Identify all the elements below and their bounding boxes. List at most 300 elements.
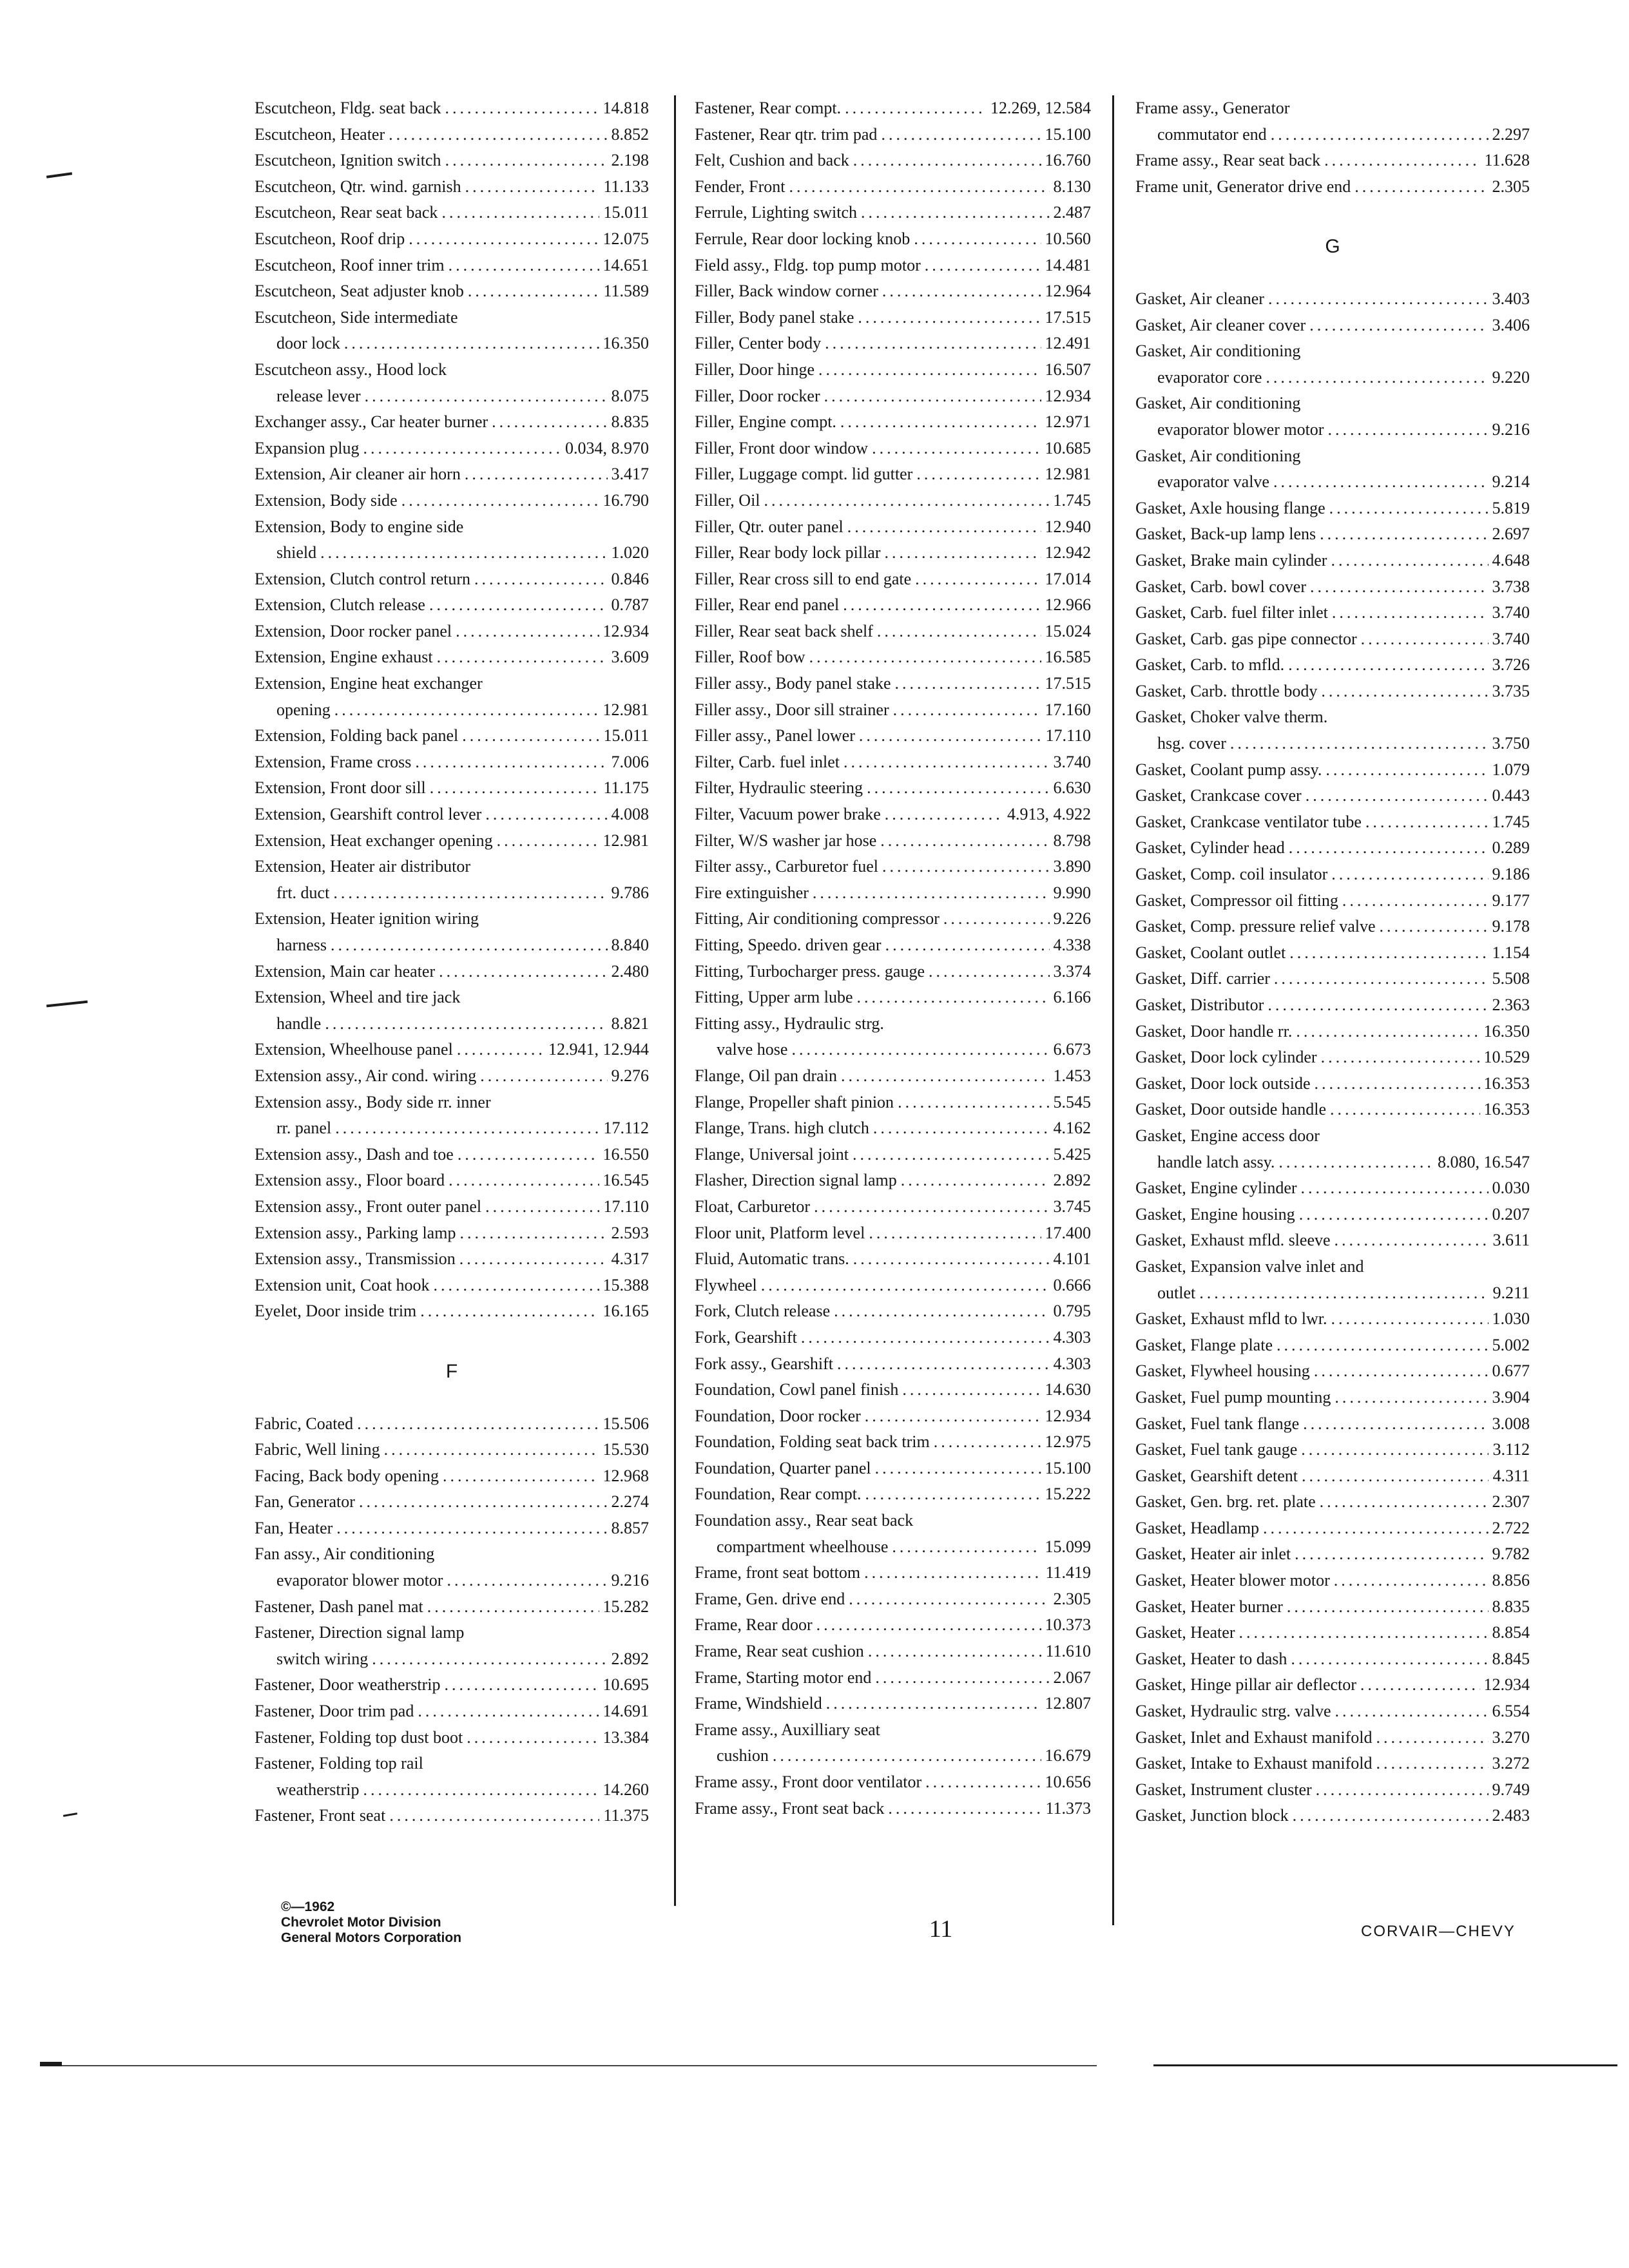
index-entry (255, 1620, 649, 1646)
index-entry (1135, 783, 1530, 809)
leader-dots (902, 1377, 1041, 1403)
index-entry (1135, 992, 1530, 1019)
index-entry (255, 1646, 649, 1673)
entry-text: Fastener, Door weatherstrip (255, 1675, 441, 1695)
entry-reference: 12.934 (1483, 1675, 1530, 1695)
entry-reference: 15.011 (603, 203, 649, 222)
entry-text: Frame, Starting motor end (695, 1667, 872, 1687)
entry-text: Fluid, Automatic trans. (695, 1249, 849, 1269)
entry-reference: 10.656 (1045, 1773, 1091, 1791)
entry-text: Extension, Door rocker panel (255, 621, 452, 640)
index-entry (695, 1560, 1091, 1586)
entry-text: Foundation assy., Rear seat back (695, 1511, 914, 1530)
entry-reference: 6.630 (1053, 778, 1091, 798)
entry-text: Fastener, Door trim pad (255, 1702, 414, 1721)
leader-dots (791, 1037, 1049, 1063)
index-entry (255, 174, 649, 200)
index-entry (695, 122, 1091, 148)
index-entry (255, 331, 649, 357)
entry-text: Gasket, Crankcase ventilator tube (1135, 812, 1362, 831)
entry-text: Fabric, Well lining (255, 1440, 380, 1459)
leader-dots (389, 1803, 599, 1829)
entry-reference: 9.216 (611, 1571, 649, 1590)
entry-reference: 8.852 (611, 124, 649, 144)
index-entry (255, 278, 649, 305)
leader-dots (1239, 1620, 1488, 1646)
entry-reference: 3.609 (611, 648, 649, 667)
entry-text: Gasket, Carb. fuel filter inlet (1135, 603, 1328, 622)
leader-dots (409, 226, 599, 253)
index-entry (1135, 1437, 1530, 1463)
entry-text: evaporator blower motor (1157, 419, 1324, 439)
entry-reference: 9.220 (1492, 367, 1530, 387)
entry-text: Floor unit, Platform level (695, 1223, 865, 1242)
index-entry (695, 828, 1091, 854)
index-entry (255, 697, 649, 724)
leader-dots (344, 331, 599, 357)
index-entry (695, 148, 1091, 174)
entry-reference: 14.691 (602, 1702, 649, 1721)
entry-reference: 5.545 (1053, 1092, 1091, 1111)
entry-reference: 15.282 (602, 1597, 649, 1616)
entry-text: Filter, Vacuum power brake (695, 805, 881, 824)
entry-text: Expansion plug (255, 438, 360, 457)
index-entry (255, 932, 649, 959)
index-entry (255, 854, 649, 880)
entry-text: Extension assy., Parking lamp (255, 1223, 456, 1242)
leader-dots (915, 566, 1041, 593)
entry-text: Gasket, Exhaust mfld to lwr. (1135, 1309, 1327, 1329)
leader-dots (1321, 678, 1488, 705)
index-entry (695, 1220, 1091, 1247)
index-entry (695, 1325, 1091, 1351)
index-entry (1135, 312, 1530, 339)
index-entry (1135, 1646, 1530, 1673)
leader-dots (1295, 1541, 1488, 1568)
entry-text: Extension, Engine exhaust (255, 648, 433, 667)
entry-reference: 3.112 (1492, 1440, 1530, 1459)
entry-text: Gasket, Fuel tank gauge (1135, 1440, 1298, 1459)
entry-text: Gasket, Axle housing flange (1135, 498, 1325, 517)
entry-text: Fastener, Rear compt. (695, 99, 842, 117)
entry-reference: 8.130 (1053, 177, 1091, 196)
entry-reference: 17.110 (603, 1196, 649, 1216)
index-entry (695, 1090, 1091, 1116)
index-entry (695, 1796, 1091, 1822)
entry-text: Gasket, Door outside handle (1135, 1100, 1327, 1119)
entry-text: Gasket, Carb. to mfld. (1135, 655, 1285, 675)
index-entry (1135, 888, 1530, 914)
leader-dots (925, 253, 1041, 279)
entry-reference: 2.297 (1492, 124, 1530, 144)
index-entry (695, 1691, 1091, 1717)
entry-reference: 3.750 (1492, 734, 1530, 753)
entry-reference: 15.222 (1045, 1485, 1091, 1504)
entry-reference: 5.819 (1492, 498, 1530, 517)
entry-reference: 12.269, 12.584 (990, 99, 1091, 117)
leader-dots (934, 1429, 1041, 1456)
leader-dots (929, 959, 1050, 985)
leader-dots (825, 331, 1041, 357)
leader-dots (875, 1456, 1041, 1482)
entry-text: Filter, W/S washer jar hose (695, 831, 877, 850)
entry-text: Escutcheon, Side intermediate (255, 307, 458, 327)
index-entry (695, 1769, 1091, 1796)
index-entry (695, 1429, 1091, 1456)
leader-dots (401, 488, 599, 514)
entry-text: outlet (1157, 1283, 1196, 1302)
leader-dots (1273, 469, 1489, 495)
entry-text: Fitting, Turbocharger press. gauge (695, 961, 925, 981)
entry-text: Filler, Center body (695, 334, 822, 353)
index-entry (1135, 835, 1530, 861)
index-entry (255, 1568, 649, 1594)
leader-dots (320, 540, 607, 566)
leader-dots (867, 775, 1049, 802)
entry-text: harness (276, 936, 327, 954)
entry-text: Extension, Frame cross (255, 752, 412, 771)
index-entry (695, 1246, 1091, 1273)
index-entry (1135, 1280, 1530, 1307)
entry-reference: 8.857 (611, 1518, 649, 1537)
entry-reference: 16.350 (602, 334, 649, 353)
entry-reference: 16.353 (1483, 1073, 1530, 1093)
index-entry (255, 357, 649, 383)
entry-reference: 15.099 (1045, 1537, 1091, 1556)
entry-text: Filler assy., Door sill strainer (695, 700, 889, 719)
index-entry (255, 1437, 649, 1463)
leader-dots (1271, 122, 1489, 148)
entry-text: hsg. cover (1157, 734, 1226, 753)
entry-reference: 1.030 (1492, 1309, 1530, 1329)
page-number: 11 (929, 1916, 953, 1943)
leader-dots (801, 1325, 1050, 1351)
entry-reference: 12.981 (602, 831, 649, 850)
index-entry (255, 566, 649, 593)
leader-dots (1278, 1149, 1434, 1176)
leader-dots (497, 828, 599, 854)
entry-reference: 12.981 (602, 700, 649, 719)
bottom-edge-rule (1153, 2064, 1617, 2066)
entry-text: Fitting, Speedo. driven gear (695, 936, 882, 954)
entry-reference: 12.807 (1045, 1694, 1091, 1713)
entry-reference: 12.975 (1045, 1432, 1091, 1452)
entry-reference: 7.006 (611, 752, 649, 771)
index-entry (1135, 1803, 1530, 1829)
leader-dots (331, 932, 608, 959)
entry-reference: 15.100 (1045, 124, 1091, 144)
index-entry (1135, 940, 1530, 966)
index-entry (1135, 443, 1530, 470)
index-entry (255, 749, 649, 776)
index-entry (255, 514, 649, 541)
leader-dots (458, 1142, 599, 1168)
entry-reference: 16.585 (1045, 648, 1091, 667)
index-entry (255, 1273, 649, 1299)
entry-text: Escutcheon, Fldg. seat back (255, 99, 441, 117)
index-entry (255, 1489, 649, 1515)
index-entry (695, 854, 1091, 880)
entry-reference: 4.338 (1053, 936, 1091, 954)
entry-reference: 3.740 (1053, 752, 1091, 771)
entry-text: Fitting, Air conditioning compressor (695, 909, 940, 928)
leader-dots (357, 1411, 599, 1437)
index-entry (1135, 1698, 1530, 1725)
entry-reference: 12.941, 12.944 (548, 1040, 649, 1059)
entry-reference: 3.740 (1492, 629, 1530, 648)
index-entry (255, 828, 649, 854)
entry-text: Fabric, Coated (255, 1414, 354, 1433)
entry-text: Filler assy., Body panel stake (695, 674, 891, 693)
entry-reference: 3.890 (1053, 857, 1091, 876)
index-entry (1135, 365, 1530, 391)
leader-dots (1334, 1568, 1489, 1594)
index-entry (1135, 1568, 1530, 1594)
entry-reference: 17.515 (1045, 674, 1091, 693)
index-entry (255, 1246, 649, 1273)
index-entry (255, 1220, 649, 1247)
index-entry (695, 959, 1091, 985)
entry-reference: 2.892 (611, 1649, 649, 1668)
leader-dots (359, 1489, 608, 1515)
leader-dots (448, 1168, 599, 1194)
entry-text: Extension assy., Transmission (255, 1249, 456, 1269)
entry-reference: 3.417 (611, 465, 649, 484)
entry-reference: 15.506 (602, 1414, 649, 1433)
entry-reference: 11.628 (1484, 151, 1530, 170)
leader-dots (1320, 521, 1488, 548)
index-entry (695, 644, 1091, 671)
leader-dots (845, 95, 987, 122)
entry-reference: 1.020 (611, 543, 649, 562)
leader-dots (894, 671, 1041, 697)
leader-dots (439, 959, 607, 985)
entry-text: Extension assy., Air cond. wiring (255, 1066, 477, 1085)
entry-text: Frame, Rear seat cushion (695, 1642, 864, 1661)
entry-reference: 11.610 (1045, 1642, 1091, 1661)
leader-dots (365, 383, 608, 410)
index-entry (695, 1717, 1091, 1744)
index-entry (695, 880, 1091, 907)
entry-text: Gasket, Instrument cluster (1135, 1780, 1312, 1799)
entry-text: Gasket, Inlet and Exhaust manifold (1135, 1727, 1373, 1747)
entry-text: Filler, Front door window (695, 438, 869, 457)
leader-dots (764, 488, 1050, 514)
leader-dots (427, 1594, 599, 1620)
entry-text: Fan, Generator (255, 1492, 355, 1512)
entry-text: Frame unit, Generator drive end (1135, 177, 1351, 196)
entry-text: Gasket, Fuel pump mounting (1135, 1387, 1331, 1407)
entry-reference: 9.216 (1492, 419, 1530, 439)
entry-reference: 4.008 (611, 805, 649, 824)
scan-mark (40, 2062, 62, 2066)
entry-text: Frame, Rear door (695, 1615, 813, 1635)
leader-dots (1303, 1411, 1488, 1437)
entry-text: Escutcheon, Seat adjuster knob (255, 282, 464, 301)
index-entry (695, 1011, 1091, 1037)
entry-reference: 15.530 (602, 1440, 649, 1459)
leader-dots (1380, 914, 1489, 940)
leader-dots (1268, 286, 1489, 312)
leader-dots (880, 828, 1049, 854)
entry-text: Gasket, Coolant outlet (1135, 943, 1286, 962)
leader-dots (1293, 1803, 1489, 1829)
leader-dots (881, 122, 1041, 148)
leader-dots (384, 1437, 599, 1463)
entry-reference: 12.968 (602, 1466, 649, 1485)
entry-reference: 2.067 (1053, 1667, 1091, 1687)
leader-dots (892, 1534, 1041, 1561)
index-entry (255, 1115, 649, 1142)
leader-dots (1324, 148, 1480, 174)
leader-dots (1263, 1515, 1488, 1542)
entry-reference: 2.305 (1053, 1589, 1091, 1608)
index-entry (255, 409, 649, 436)
index-entry (1135, 495, 1530, 522)
entry-text: Fastener, Dash panel mat (255, 1597, 423, 1616)
entry-text: Fender, Front (695, 177, 786, 196)
leader-dots (816, 1612, 1041, 1639)
index-entry (695, 1743, 1091, 1769)
index-entry (1135, 1411, 1530, 1437)
entry-text: Gasket, Diff. carrier (1135, 969, 1270, 988)
leader-dots (882, 278, 1041, 305)
leader-dots (837, 1351, 1050, 1378)
index-entry (255, 1090, 649, 1116)
index-entry (1135, 95, 1530, 122)
index-entry (695, 619, 1091, 645)
copyright-line: ©—1962 (281, 1899, 335, 1914)
leader-dots (943, 906, 1050, 932)
entry-reference: 4.303 (1053, 1327, 1091, 1347)
index-entry (1135, 521, 1530, 548)
leader-dots (882, 854, 1050, 880)
leader-dots (389, 122, 607, 148)
index-entry (255, 671, 649, 697)
entry-text: Gasket, Heater to dash (1135, 1649, 1287, 1668)
leader-dots (858, 305, 1041, 331)
entry-reference: 10.373 (1045, 1615, 1091, 1635)
entry-text: Gasket, Engine cylinder (1135, 1178, 1297, 1198)
leader-dots (898, 1090, 1049, 1116)
entry-text: Gasket, Flywheel housing (1135, 1361, 1310, 1381)
entry-reference: 4.648 (1492, 550, 1530, 570)
leader-dots (443, 1463, 599, 1490)
publication-title: CORVAIR—CHEVY (1361, 1923, 1516, 1940)
entry-reference: 0.846 (611, 569, 649, 588)
leader-dots (1354, 174, 1488, 200)
leader-dots (1331, 861, 1488, 888)
leader-dots (847, 514, 1041, 541)
index-entry (695, 566, 1091, 593)
index-entry (695, 697, 1091, 724)
leader-dots (333, 880, 607, 907)
entry-text: Filler, Back window corner (695, 282, 878, 301)
entry-text: Extension, Heat exchanger opening (255, 831, 493, 850)
index-entry (695, 1639, 1091, 1665)
index-entry (1135, 1175, 1530, 1202)
entry-text: Escutcheon assy., Hood lock (255, 360, 447, 379)
index-entry (695, 488, 1091, 514)
entry-text: Extension assy., Body side rr. inner (255, 1092, 491, 1111)
entry-reference: 8.798 (1053, 831, 1091, 850)
entry-reference: 17.160 (1045, 700, 1091, 719)
index-entry (695, 200, 1091, 226)
leader-dots (465, 174, 600, 200)
entry-reference: 3.406 (1492, 315, 1530, 334)
entry-reference: 2.483 (1492, 1806, 1530, 1825)
entry-reference: 1.745 (1053, 490, 1091, 510)
index-entry (695, 1063, 1091, 1090)
index-entry (695, 331, 1091, 357)
leader-dots (445, 95, 599, 122)
entry-text: evaporator core (1157, 367, 1262, 387)
entry-reference: 12.940 (1045, 517, 1091, 536)
entry-reference: 2.487 (1053, 203, 1091, 222)
index-entry (695, 1168, 1091, 1194)
index-entry (255, 1037, 649, 1063)
entry-reference: 5.508 (1492, 969, 1530, 988)
index-column-1 (255, 95, 649, 1829)
entry-reference: 3.904 (1492, 1387, 1530, 1407)
leader-dots (865, 1403, 1041, 1430)
entry-text: Gasket, Door handle rr. (1135, 1021, 1293, 1041)
leader-dots (925, 1769, 1041, 1796)
index-entry (255, 1142, 649, 1168)
entry-text: Gasket, Carb. gas pipe connector (1135, 629, 1357, 648)
index-entry (255, 1594, 649, 1620)
entry-text: Filter, Hydraulic steering (695, 778, 863, 798)
entry-text: Filler, Rear cross sill to end gate (695, 569, 912, 588)
entry-reference: 2.305 (1492, 177, 1530, 196)
leader-dots (1302, 1463, 1489, 1490)
entry-text: Escutcheon, Ignition switch (255, 151, 441, 170)
entry-reference: 12.491 (1045, 334, 1091, 353)
index-column-2 (695, 95, 1091, 1821)
entry-text: Fire extinguisher (695, 883, 809, 902)
index-entry (1135, 1044, 1530, 1071)
index-entry (1135, 704, 1530, 731)
leader-dots (877, 619, 1041, 645)
entry-text: Gasket, Headlamp (1135, 1518, 1260, 1537)
entry-text: Extension assy., Front outer panel (255, 1196, 482, 1216)
entry-text: switch wiring (276, 1649, 369, 1668)
index-entry (255, 436, 649, 462)
entry-text: Filler, Roof bow (695, 648, 805, 667)
entry-text: Foundation, Quarter panel (695, 1458, 871, 1477)
section-letter-heading: G (1325, 236, 1340, 258)
index-entry (695, 802, 1091, 828)
leader-dots (869, 1220, 1041, 1247)
leader-dots (901, 1168, 1050, 1194)
index-entry (1135, 1594, 1530, 1620)
leader-dots (1199, 1280, 1489, 1307)
entry-text: Extension, Clutch control return (255, 569, 471, 588)
division-line: Chevrolet Motor Division (281, 1915, 441, 1930)
leader-dots (885, 802, 1003, 828)
leader-dots (849, 1586, 1049, 1613)
entry-text: Extension assy., Floor board (255, 1171, 445, 1190)
entry-text: Gasket, Coolant pump assy. (1135, 760, 1322, 779)
entry-reference: 9.226 (1053, 909, 1091, 928)
footer-copyright (281, 1899, 461, 1946)
index-entry (255, 1011, 649, 1037)
index-entry (695, 1586, 1091, 1613)
index-entry (1135, 1019, 1530, 1045)
entry-text: Gasket, Gen. brg. ret. plate (1135, 1492, 1316, 1512)
entry-text: Fitting assy., Hydraulic strg. (695, 1014, 884, 1033)
index-entry (1135, 861, 1530, 888)
